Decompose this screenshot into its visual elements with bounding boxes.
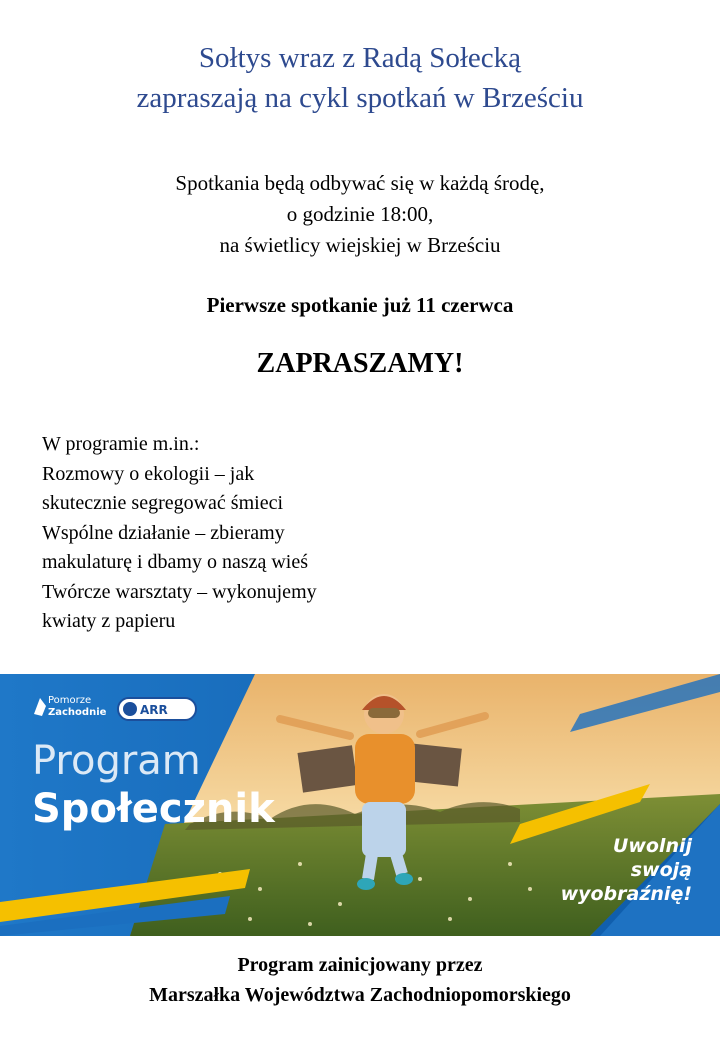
banner-title-line1: Program <box>32 738 201 784</box>
program-line: makulaturę i dbamy o naszą wieś <box>42 551 309 573</box>
info-line-2: o godzinie 18:00, <box>286 202 434 226</box>
arr-logo <box>118 698 196 720</box>
banner-title-line2: Społecznik <box>32 786 275 832</box>
title-line-1: Sołtys wraz z Radą Sołecką <box>198 42 522 74</box>
slogan-line2: swoją <box>630 859 692 881</box>
title-line-2: zapraszają na cykl spotkań w Brześciu <box>136 82 584 114</box>
footer-line-1: Program zainicjowany przez <box>237 954 483 976</box>
page-title <box>0 38 720 118</box>
program-line: skutecznie segregować śmieci <box>42 492 284 514</box>
first-meeting: Pierwsze spotkanie już 11 czerwca <box>206 293 514 317</box>
program-line: Twórcze warsztaty – wykonujemy <box>42 580 317 603</box>
program-banner <box>0 674 720 936</box>
logo1-line1: Pomorze <box>48 695 92 706</box>
program-line: Rozmowy o ekologii – jak <box>42 462 255 485</box>
invite-heading: ZAPRASZAMY! <box>256 348 464 379</box>
slogan-line3: wyobraźnię! <box>560 883 692 905</box>
arr-icon <box>123 702 137 716</box>
footer-line-2: Marszałka Województwa Zachodniopomorskiego <box>149 984 571 1006</box>
program-line: kwiaty z papieru <box>42 610 176 632</box>
info-line-1: Spotkania będą odbywać się w każdą środę, <box>175 171 545 195</box>
slogan-line1: Uwolnij <box>612 835 692 857</box>
logo2-name: ARR <box>140 703 168 717</box>
program-line: Wspólne działanie – zbieramy <box>42 521 285 544</box>
program-list <box>42 430 442 637</box>
banner-graphic <box>0 674 720 936</box>
logo1-line2: Zachodnie <box>48 707 107 718</box>
meeting-info <box>0 168 720 261</box>
info-line-3: na świetlicy wiejskiej w Brześciu <box>219 233 501 257</box>
program-heading: W programie m.in.: <box>42 433 200 455</box>
footer <box>0 950 720 1010</box>
